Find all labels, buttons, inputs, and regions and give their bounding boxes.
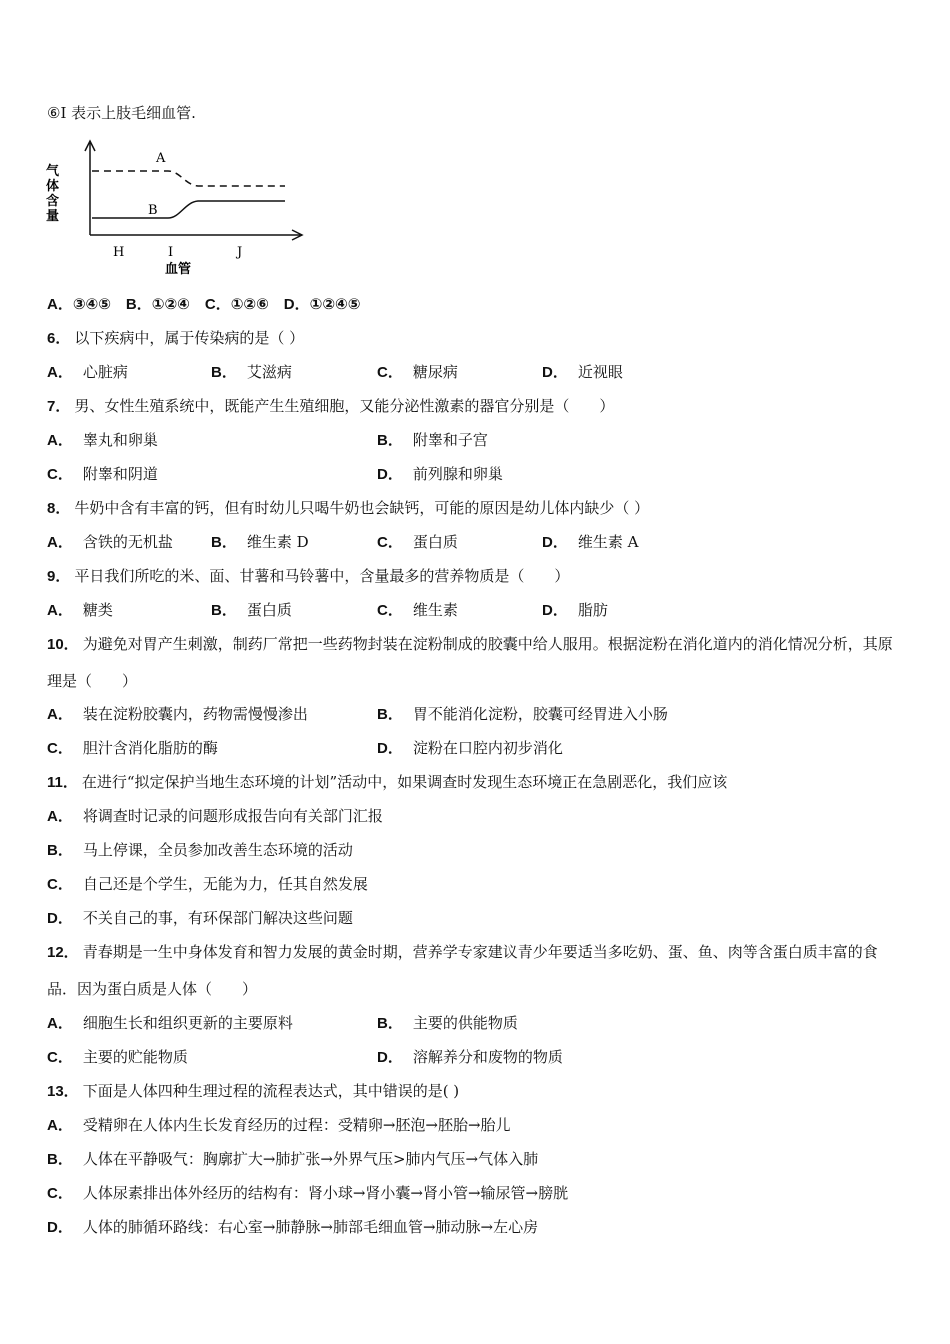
question-8: 8． 牛奶中含有丰富的钙，但有时幼儿只喝牛奶也会缺钙，可能的原因是幼儿体内缺少（ ） — [47, 499, 650, 517]
q8-option-a[interactable]: A． 含铁的无机盐 — [47, 533, 173, 551]
q6-options — [47, 362, 910, 382]
q13-option-a[interactable]: A． 受精卵在人体内生长发育经历的过程：受精卵→胚泡→胚胎→胎儿 — [47, 1116, 511, 1134]
q6-option-a[interactable]: A． 心脏病 — [47, 363, 128, 381]
q9-option-c[interactable]: C． 维生素 — [377, 601, 458, 619]
q12-option-a[interactable]: A． 细胞生长和组织更新的主要原料 — [47, 1014, 293, 1032]
tick-i: I — [168, 245, 174, 260]
q13-option-b[interactable]: B． 人体在平静吸气：胸廓扩大→肺扩张→外界气压>肺内气压→气体入肺 — [47, 1150, 539, 1168]
q7-option-b[interactable]: B． 附睾和子宫 — [377, 431, 488, 449]
x-label: 血管 — [165, 262, 192, 277]
tick-j: J — [237, 245, 243, 260]
q9-options — [47, 600, 910, 620]
q10-option-b[interactable]: B． 胃不能消化淀粉，胶囊可经胃进入小肠 — [377, 705, 668, 723]
q6-option-d[interactable]: D． 近视眼 — [542, 363, 623, 381]
q7-option-c[interactable]: C． 附睾和阴道 — [47, 465, 158, 483]
q7-option-a[interactable]: A． 睾丸和卵巢 — [47, 431, 158, 449]
question-12: 12． 青春期是一生中身体发育和智力发展的黄金时期，营养学专家建议青少年要适当多吃奶、蛋、鱼、肉等含蛋白质丰富的食品．因为蛋白质是人体（ ） — [47, 943, 878, 998]
q10-option-d[interactable]: D． 淀粉在口腔内初步消化 — [377, 739, 563, 757]
q6-option-b[interactable]: B． 艾滋病 — [211, 363, 292, 381]
q11-option-b[interactable]: B． 马上停课，全员参加改善生态环境的活动 — [47, 841, 353, 859]
q10-options-row-1 — [47, 704, 910, 724]
q10-options-row-2 — [47, 738, 910, 758]
y-label-1: 气 — [46, 164, 60, 179]
q10-option-a[interactable]: A． 装在淀粉胶囊内，药物需慢慢渗出 — [47, 705, 308, 723]
q12-option-c[interactable]: C． 主要的贮能物质 — [47, 1048, 188, 1066]
curve-b — [92, 201, 285, 218]
question-9: 9． 平日我们所吃的米、面、甘薯和马铃薯中，含量最多的营养物质是（ ） — [47, 567, 570, 585]
q11-option-c[interactable]: C． 自己还是个学生，无能为力，任其自然发展 — [47, 875, 368, 893]
tick-h: H — [113, 245, 125, 260]
q13-option-d[interactable]: D． 人体的肺循环路线：右心室→肺静脉→肺部毛细血管→肺动脉→左心房 — [47, 1218, 539, 1236]
gas-content-diagram — [40, 135, 310, 280]
q6-option-c[interactable]: C． 糖尿病 — [377, 363, 458, 381]
q9-option-b[interactable]: B． 蛋白质 — [211, 601, 292, 619]
question-11: 11． 在进行“拟定保护当地生态环境的计划”活动中，如果调查时发现生态环境正在急剧恶化，我们应该 — [47, 773, 728, 791]
q8-options — [47, 532, 910, 552]
q11-option-d[interactable]: D． 不关自己的事，有环保部门解决这些问题 — [47, 909, 353, 927]
q11-option-a[interactable]: A． 将调查时记录的问题形成报告向有关部门汇报 — [47, 807, 383, 825]
q12-option-d[interactable]: D． 溶解养分和废物的物质 — [377, 1048, 563, 1066]
intro-line: ⑥I 表示上肢毛细血管. — [47, 104, 196, 122]
y-label-2: 体 — [46, 179, 60, 194]
q10-option-c[interactable]: C． 胆汁含消化脂肪的酶 — [47, 739, 218, 757]
q7-options-row-2 — [47, 464, 910, 484]
question-10: 10． 为避免对胃产生刺激，制药厂常把一些药物封装在淀粉制成的胶囊中给人服用。根据淀粉在消化道内的消化情况分析，其原理是（ ） — [47, 635, 893, 690]
q8-option-b[interactable]: B． 维生素 D — [211, 533, 309, 551]
y-label-4: 量 — [46, 209, 60, 224]
question-13: 13． 下面是人体四种生理过程的流程表达式，其中错误的是( ) — [47, 1082, 460, 1100]
q7-options-row-1 — [47, 430, 910, 450]
q8-option-c[interactable]: C． 蛋白质 — [377, 533, 458, 551]
curve-a-label: A — [156, 151, 166, 166]
question-6: 6． 以下疾病中，属于传染病的是（ ） — [47, 329, 305, 347]
q13-option-c[interactable]: C． 人体尿素排出体外经历的结构有：肾小球→肾小囊→肾小管→输尿管→膀胱 — [47, 1184, 569, 1202]
q9-option-a[interactable]: A． 糖类 — [47, 601, 113, 619]
q12-options-row-1 — [47, 1013, 910, 1033]
curve-a — [92, 171, 285, 186]
q5-options: A．③④⑤ B．①②④ C．①②⑥ D．①②④⑤ — [47, 296, 361, 313]
q8-option-d[interactable]: D． 维生素 A — [542, 533, 639, 551]
curve-b-label: B — [148, 203, 158, 218]
q7-option-d[interactable]: D． 前列腺和卵巢 — [377, 465, 503, 483]
q12-option-b[interactable]: B． 主要的供能物质 — [377, 1014, 518, 1032]
q9-option-d[interactable]: D． 脂肪 — [542, 601, 608, 619]
question-7: 7． 男、女性生殖系统中，既能产生生殖细胞，又能分泌性激素的器官分别是（ ） — [47, 397, 615, 415]
q12-options-row-2 — [47, 1047, 910, 1067]
y-label-3: 含 — [46, 194, 60, 209]
